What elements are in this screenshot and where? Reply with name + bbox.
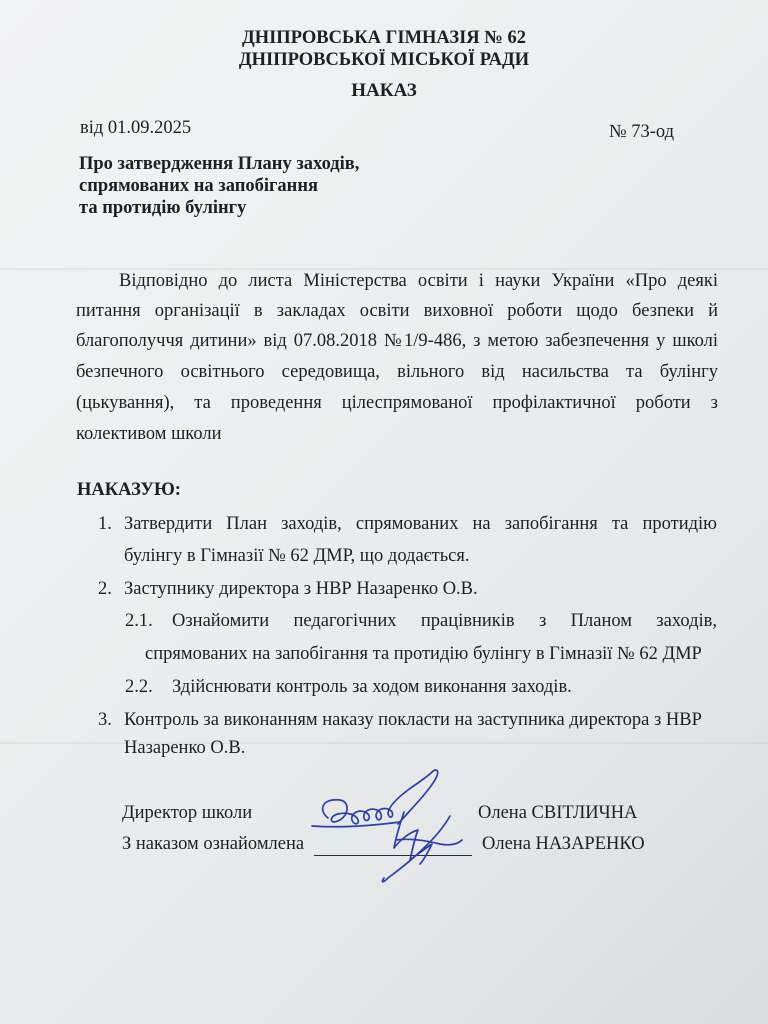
item-number: 2. [98,579,112,599]
subitem-number: 2.2. [125,677,153,697]
signature-line [314,855,472,856]
institution-name: ДНІПРОВСЬКА ГІМНАЗІЯ № 62 [241,28,526,48]
subject-line: спрямованих на запобігання [79,176,319,196]
item-text: Назаренко О.В. [124,738,246,758]
acquainted-label: З наказом ознайомлена [122,834,305,854]
item-number: 3. [98,710,112,730]
handwritten-signature [300,760,480,890]
order-date: від 01.09.2025 [80,118,192,138]
item-number: 1. [98,514,112,534]
preamble-line: благополуччя дитини» від 07.08.2018 №1/9-486, з метою забезпечення у школі [76,331,718,351]
subitem-text: Здійснювати контроль за ходом виконання заходів. [172,677,572,697]
director-name: Олена СВІТЛИЧНА [478,803,638,823]
director-label: Директор школи [122,803,253,823]
item-text: Затвердити План заходів, спрямованих на запобігання та протидію [124,514,717,534]
paper-fold-line [0,742,768,744]
subitem-text: Ознайомити педагогічних працівників з Планом заходів, [172,611,717,631]
preamble-line: (цькування), та проведення цілеспрямованої профілактичної роботи з [76,393,718,413]
preamble-line: колективом школи [76,424,222,444]
subject-line: та протидію булінгу [79,198,247,218]
item-text: булінгу в Гімназії № 62 ДМР, що додається. [124,546,470,566]
order-heading: НАКАЗУЮ: [77,480,181,500]
item-text: Контроль за виконанням наказу покласти на заступника директора з НВР [124,710,702,730]
item-text: Заступнику директора з НВР Назаренко О.В. [124,579,478,599]
order-number: № 73-од [609,122,675,142]
subitem-text: спрямованих на запобігання та протидію булінгу в Гімназії № 62 ДМР [145,644,702,664]
subject-line: Про затвердження Плану заходів, [79,154,360,174]
preamble-line: Відповідно до листа Міністерства освіти і науки України «Про деякі [119,271,718,291]
subitem-number: 2.1. [125,611,153,631]
document-type: НАКАЗ [351,80,417,101]
preamble-line: питання організації в закладах освіти виховної роботи щодо безпеки й [76,301,718,321]
preamble-line: безпечного освітнього середовища, вільного від насильства та булінгу [76,362,718,382]
institution-council: ДНІПРОВСЬКОЇ МІСЬКОЇ РАДИ [238,50,530,70]
acquainted-name: Олена НАЗАРЕНКО [482,834,645,854]
